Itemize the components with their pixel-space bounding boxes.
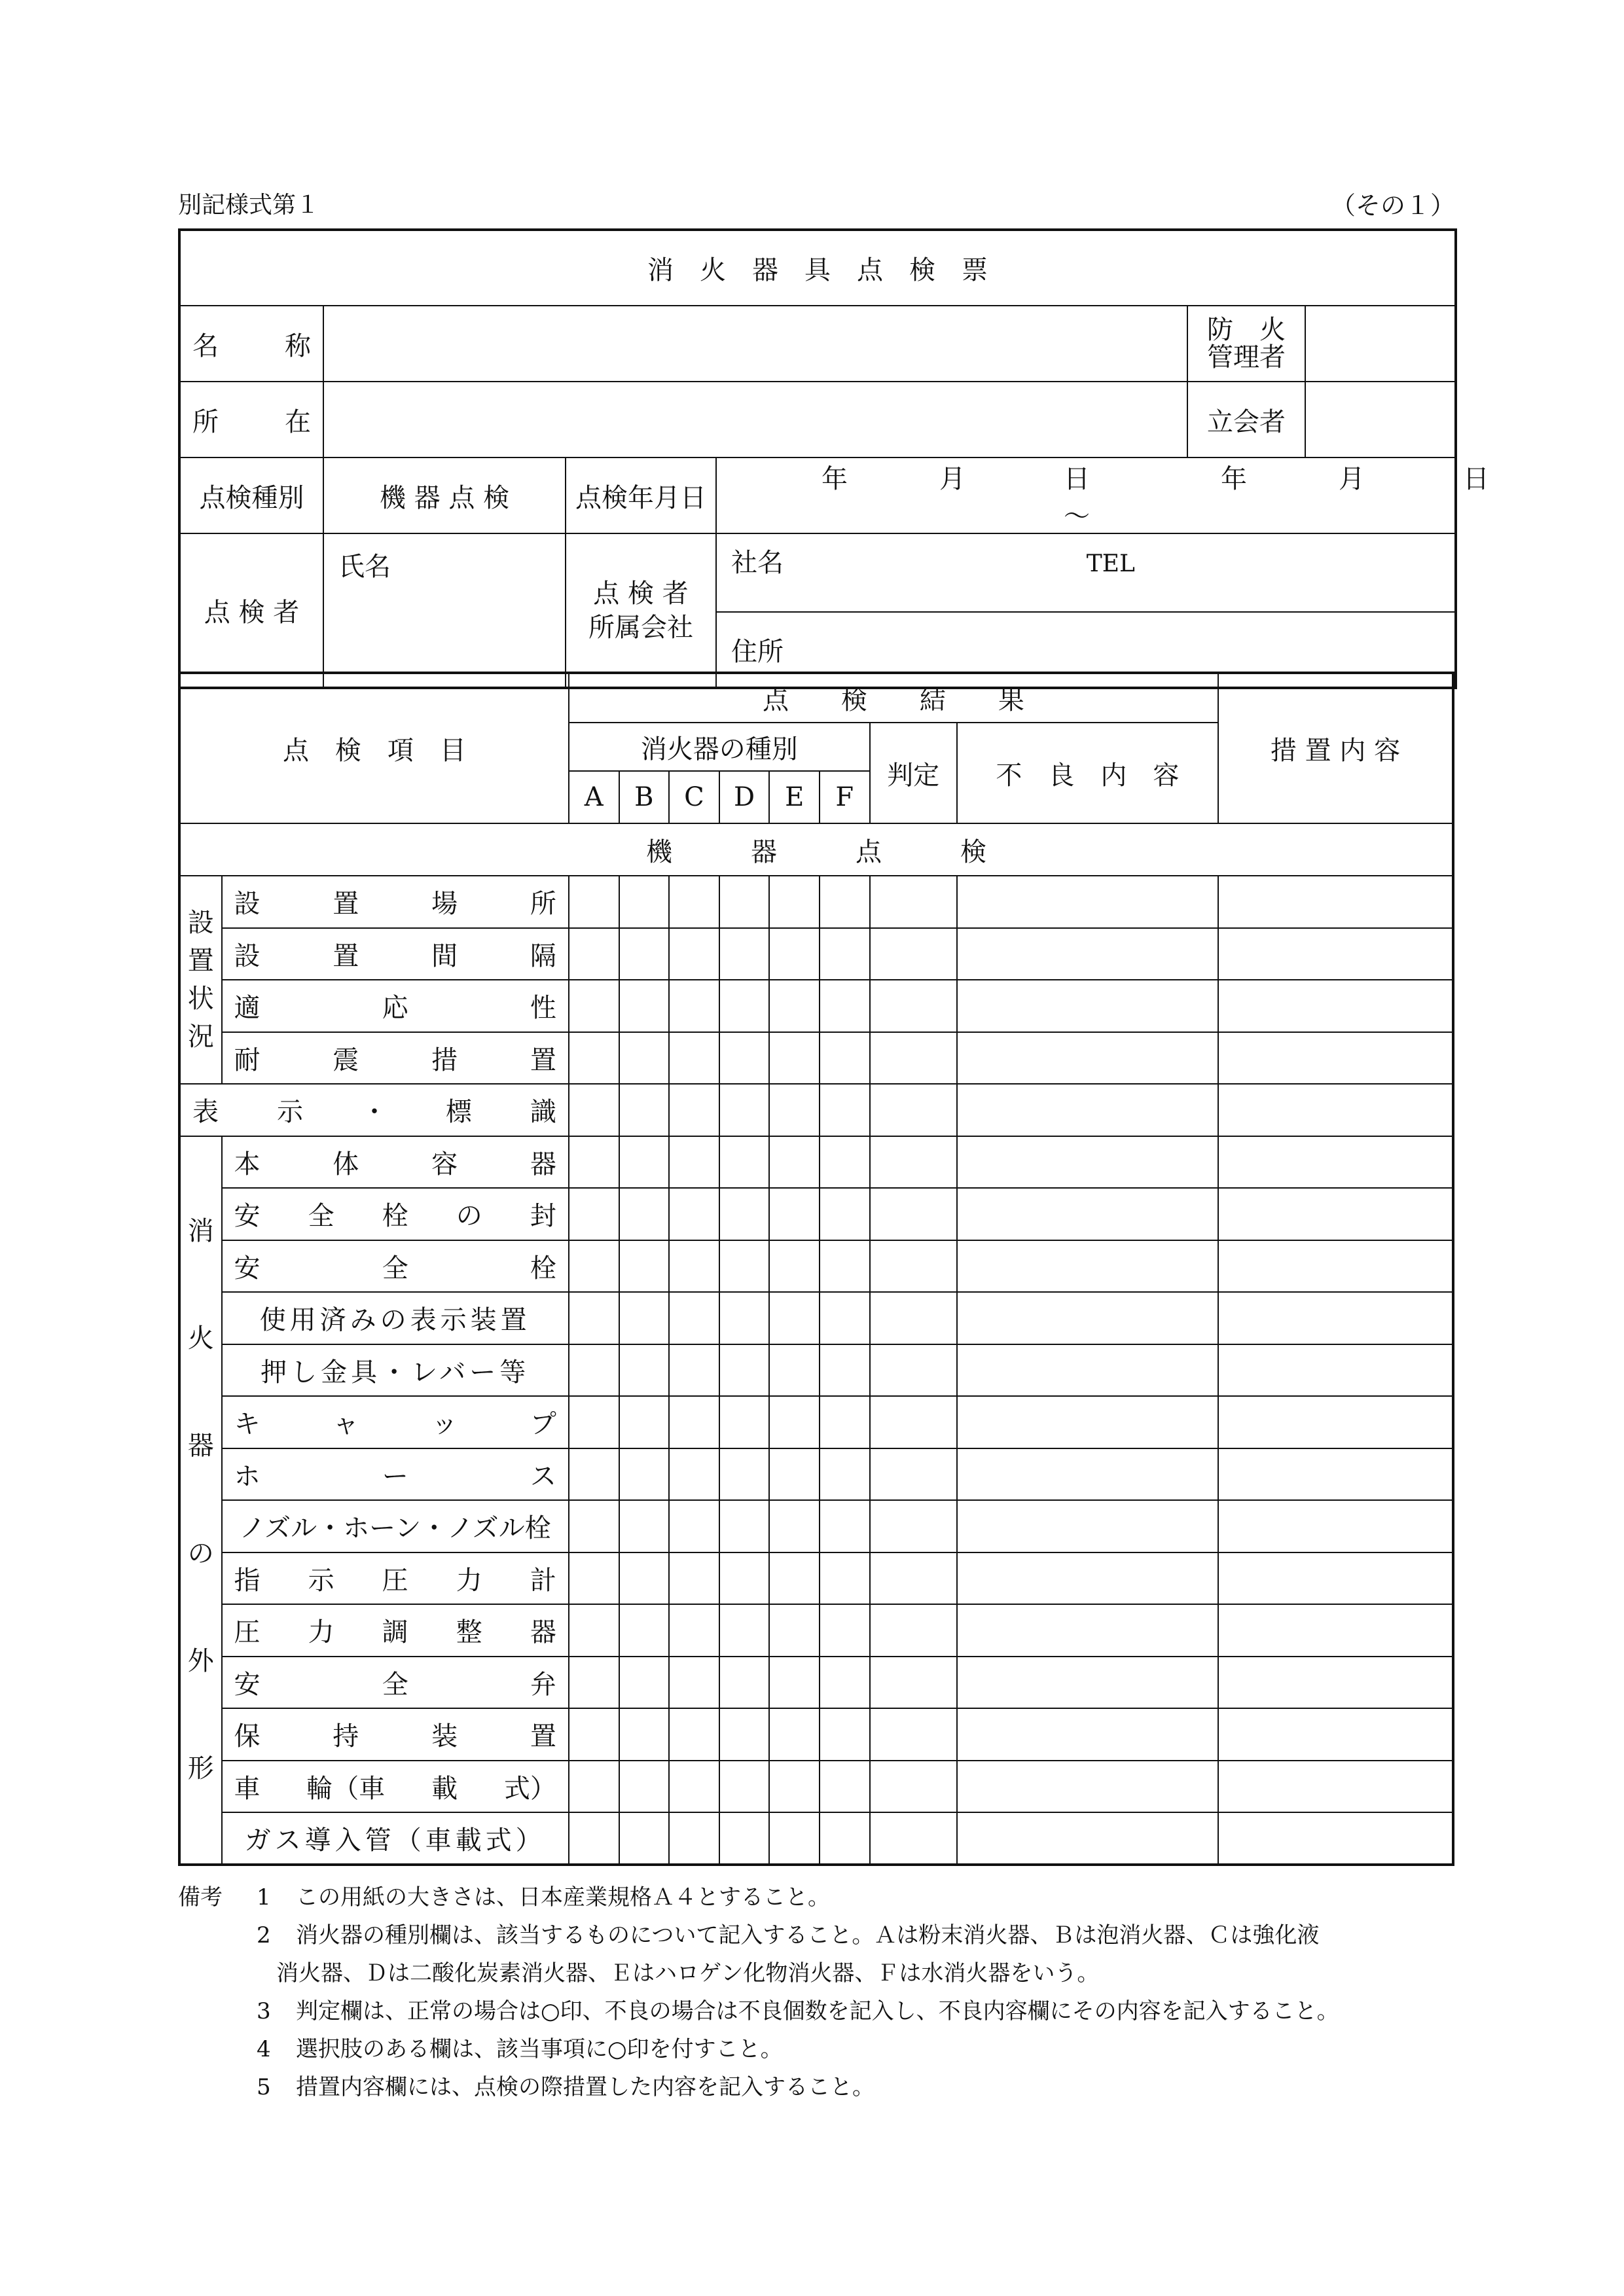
type-check-cell[interactable] <box>619 876 670 928</box>
type-check-cell[interactable] <box>820 1396 870 1448</box>
type-check-cell[interactable] <box>769 1552 820 1605</box>
date-unit-label: 年 <box>1221 464 1247 494</box>
type-check-cell[interactable] <box>619 1604 670 1657</box>
type-check-cell[interactable] <box>769 1344 820 1397</box>
judgment-cell[interactable] <box>870 1188 957 1240</box>
type-check-cell[interactable] <box>719 928 770 980</box>
address-label: 住所 <box>731 637 784 667</box>
group-label: 消 火 器 の 外 形 <box>179 1136 222 1865</box>
table-row <box>179 1552 1453 1605</box>
inspector-company-label: 点 検 者 所属会社 <box>566 533 716 688</box>
judgment-cell[interactable] <box>870 1136 957 1189</box>
table-row <box>179 1500 1453 1552</box>
judgment-cell[interactable] <box>870 1448 957 1501</box>
inspection-results-table <box>178 672 1454 1866</box>
type-check-cell[interactable] <box>719 876 770 928</box>
action-cell[interactable] <box>1218 1188 1453 1240</box>
inspection-item-label: 設 置 場 所 <box>222 876 569 928</box>
type-check-cell[interactable] <box>820 1657 870 1709</box>
type-check-cell[interactable] <box>769 1500 820 1552</box>
type-check-cell[interactable] <box>719 1136 770 1189</box>
type-check-cell[interactable] <box>820 1032 870 1085</box>
inspection-item-label: 指 示 圧 力 計 <box>222 1552 569 1605</box>
defect-cell[interactable] <box>957 980 1218 1032</box>
type-check-cell[interactable] <box>669 1552 719 1605</box>
witness-label: 立会者 <box>1187 382 1305 457</box>
type-check-cell[interactable] <box>719 1292 770 1344</box>
defect-cell[interactable] <box>957 1448 1218 1501</box>
type-check-cell[interactable] <box>820 1448 870 1501</box>
judgment-cell[interactable] <box>870 1761 957 1813</box>
action-cell[interactable] <box>1218 876 1453 928</box>
type-check-cell[interactable] <box>719 1032 770 1085</box>
remark-item: 備考 1 この用紙の大きさは、日本産業規格Ａ４とすること。 <box>178 1884 830 1910</box>
type-check-cell[interactable] <box>569 1396 619 1448</box>
action-cell[interactable] <box>1218 928 1453 980</box>
table-row <box>179 1240 1453 1293</box>
type-check-cell[interactable] <box>569 1344 619 1397</box>
defect-cell[interactable] <box>957 1604 1218 1657</box>
inspection-item-label: 使用済みの表示装置 <box>222 1292 569 1344</box>
type-check-cell[interactable] <box>820 1136 870 1189</box>
type-check-cell[interactable] <box>719 1657 770 1709</box>
type-check-cell[interactable] <box>619 1188 670 1240</box>
action-cell[interactable] <box>1218 1292 1453 1344</box>
type-check-cell[interactable] <box>669 928 719 980</box>
defect-cell[interactable] <box>957 1344 1218 1397</box>
type-check-cell[interactable] <box>820 928 870 980</box>
inspection-info-table <box>178 228 1489 689</box>
action-cell[interactable] <box>1218 1812 1453 1865</box>
judgment-cell[interactable] <box>870 980 957 1032</box>
company-name-label: 社名 <box>731 548 784 578</box>
type-check-cell[interactable] <box>719 1708 770 1761</box>
judgment-cell[interactable] <box>870 1708 957 1761</box>
type-check-cell[interactable] <box>669 1604 719 1657</box>
judgment-cell[interactable] <box>870 1604 957 1657</box>
type-check-cell[interactable] <box>569 1657 619 1709</box>
type-check-cell[interactable] <box>769 1708 820 1761</box>
type-check-cell[interactable] <box>619 928 670 980</box>
defect-header: 不 良 内 容 <box>957 723 1218 823</box>
type-check-cell[interactable] <box>669 1240 719 1293</box>
inspection-item-label: 安 全 栓 の 封 <box>222 1188 569 1240</box>
location-label-char: 所 <box>192 406 219 437</box>
extinguisher-type-d: D <box>719 771 770 823</box>
type-check-cell[interactable] <box>619 1708 670 1761</box>
defect-cell[interactable] <box>957 1136 1218 1189</box>
defect-cell[interactable] <box>957 1500 1218 1552</box>
extinguisher-type-f: F <box>820 771 870 823</box>
table-row <box>179 1136 1453 1189</box>
type-check-cell[interactable] <box>719 1448 770 1501</box>
tel-label: TEL <box>1086 550 1135 577</box>
judgment-cell[interactable] <box>870 928 957 980</box>
type-check-cell[interactable] <box>669 876 719 928</box>
inspection-item-label: 適 応 性 <box>222 980 569 1032</box>
inspection-item-label: キ ャ ッ プ <box>222 1396 569 1448</box>
remark-item: 3 判定欄は、正常の場合は○印、不良の場合は不良個数を記入し、不良内容欄にその内容を記入すること。 <box>257 1998 1339 2024</box>
judgment-cell[interactable] <box>870 876 957 928</box>
name-label-char: 称 <box>285 331 311 361</box>
location-label <box>179 382 323 457</box>
type-check-cell[interactable] <box>820 1084 870 1136</box>
form-title: 消 火 器 具 点 検 票 <box>179 230 1456 306</box>
action-cell[interactable] <box>1218 1657 1453 1709</box>
type-check-cell[interactable] <box>569 1500 619 1552</box>
defect-cell[interactable] <box>957 1084 1218 1136</box>
defect-cell[interactable] <box>957 1657 1218 1709</box>
type-check-cell[interactable] <box>820 1761 870 1813</box>
type-check-cell[interactable] <box>569 1708 619 1761</box>
company-name-field[interactable] <box>716 533 1456 612</box>
table-row <box>179 1812 1453 1865</box>
type-check-cell[interactable] <box>569 876 619 928</box>
table-row <box>179 1292 1453 1344</box>
table-row <box>179 876 1453 928</box>
type-check-cell[interactable] <box>719 1084 770 1136</box>
judgment-cell[interactable] <box>870 1344 957 1397</box>
action-cell[interactable] <box>1218 1708 1453 1761</box>
type-check-cell[interactable] <box>619 1240 670 1293</box>
type-check-cell[interactable] <box>619 1761 670 1813</box>
type-check-cell[interactable] <box>619 1136 670 1189</box>
remark-item: 5 措置内容欄には、点検の際措置した内容を記入すること。 <box>257 2074 875 2100</box>
action-header: 措 置 内 容 <box>1218 673 1453 823</box>
type-check-cell[interactable] <box>619 1396 670 1448</box>
type-check-cell[interactable] <box>569 1761 619 1813</box>
type-check-cell[interactable] <box>619 1448 670 1501</box>
judgment-cell[interactable] <box>870 1500 957 1552</box>
type-check-cell[interactable] <box>669 1761 719 1813</box>
inspection-item-label: 保 持 装 置 <box>222 1708 569 1761</box>
type-check-cell[interactable] <box>569 1188 619 1240</box>
inspection-result-header: 点 検 結 果 <box>569 673 1218 723</box>
type-check-cell[interactable] <box>769 1032 820 1085</box>
type-check-cell[interactable] <box>719 1812 770 1865</box>
judgment-cell[interactable] <box>870 1032 957 1085</box>
inspection-date-field[interactable] <box>716 457 1489 533</box>
defect-cell[interactable] <box>957 1761 1218 1813</box>
date-unit-label: 日 <box>1463 464 1489 494</box>
defect-cell[interactable] <box>957 1708 1218 1761</box>
judgment-cell[interactable] <box>870 1292 957 1344</box>
extinguisher-type-header: 消火器の種別 <box>569 723 870 771</box>
type-check-cell[interactable] <box>719 1500 770 1552</box>
type-check-cell[interactable] <box>569 1292 619 1344</box>
type-check-cell[interactable] <box>820 1292 870 1344</box>
defect-cell[interactable] <box>957 1032 1218 1085</box>
type-check-cell[interactable] <box>820 1812 870 1865</box>
type-check-cell[interactable] <box>669 1708 719 1761</box>
type-check-cell[interactable] <box>769 928 820 980</box>
defect-cell[interactable] <box>957 1188 1218 1240</box>
name-label <box>179 306 323 382</box>
table-row <box>179 1396 1453 1448</box>
inspection-item-label: 本 体 容 器 <box>222 1136 569 1189</box>
fire-manager-field[interactable] <box>1305 306 1456 382</box>
type-check-cell[interactable] <box>769 980 820 1032</box>
inspection-item-label: 車 輪（車 載 式） <box>222 1761 569 1813</box>
type-check-cell[interactable] <box>669 980 719 1032</box>
judgment-cell[interactable] <box>870 1240 957 1293</box>
judgment-cell[interactable] <box>870 1552 957 1605</box>
type-check-cell[interactable] <box>569 1552 619 1605</box>
action-cell[interactable] <box>1218 1032 1453 1085</box>
type-check-cell[interactable] <box>820 1500 870 1552</box>
defect-cell[interactable] <box>957 1396 1218 1448</box>
type-check-cell[interactable] <box>669 1188 719 1240</box>
type-check-cell[interactable] <box>719 1552 770 1605</box>
type-check-cell[interactable] <box>769 1761 820 1813</box>
type-check-cell[interactable] <box>619 1657 670 1709</box>
table-row <box>179 1188 1453 1240</box>
section-header: 機 器 点 検 <box>179 823 1453 876</box>
date-unit-label: 月 <box>1339 464 1365 494</box>
name-label-char: 名 <box>192 331 219 361</box>
type-check-cell[interactable] <box>769 1396 820 1448</box>
type-check-cell[interactable] <box>820 1552 870 1605</box>
type-check-cell[interactable] <box>719 1240 770 1293</box>
type-check-cell[interactable] <box>719 1604 770 1657</box>
type-check-cell[interactable] <box>619 1344 670 1397</box>
action-cell[interactable] <box>1218 1136 1453 1189</box>
action-cell[interactable] <box>1218 1500 1453 1552</box>
type-check-cell[interactable] <box>569 1240 619 1293</box>
table-row <box>179 1657 1453 1709</box>
action-cell[interactable] <box>1218 1344 1453 1397</box>
inspection-item-label: 表 示 ・ 標 識 <box>179 1084 569 1136</box>
inspection-item-label: 安 全 栓 <box>222 1240 569 1293</box>
inspection-item-label: ノズル・ホーン・ノズル栓 <box>222 1500 569 1552</box>
type-check-cell[interactable] <box>820 980 870 1032</box>
location-label-char: 在 <box>285 406 311 437</box>
type-check-cell[interactable] <box>769 1604 820 1657</box>
judgment-cell[interactable] <box>870 1084 957 1136</box>
location-field[interactable] <box>323 382 1187 457</box>
type-check-cell[interactable] <box>669 1812 719 1865</box>
action-cell[interactable] <box>1218 1761 1453 1813</box>
extinguisher-type-c: C <box>669 771 719 823</box>
date-unit-label: 日～ <box>1064 464 1090 531</box>
defect-cell[interactable] <box>957 1552 1218 1605</box>
type-check-cell[interactable] <box>669 1657 719 1709</box>
type-check-cell[interactable] <box>820 1344 870 1397</box>
type-check-cell[interactable] <box>719 1188 770 1240</box>
type-check-cell[interactable] <box>719 1344 770 1397</box>
form-number: 別記様式第１ <box>178 192 320 219</box>
type-check-cell[interactable] <box>569 1084 619 1136</box>
inspection-type-value: 機 器 点 検 <box>323 457 566 533</box>
type-check-cell[interactable] <box>619 1032 670 1085</box>
inspection-item-label: 押し金具・レバー等 <box>222 1344 569 1397</box>
action-cell[interactable] <box>1218 1396 1453 1448</box>
type-check-cell[interactable] <box>719 1396 770 1448</box>
table-row <box>179 1761 1453 1813</box>
table-row <box>179 1448 1453 1501</box>
inspection-item-label: 設 置 間 隔 <box>222 928 569 980</box>
inspection-date-label: 点検年月日 <box>566 457 716 533</box>
type-check-cell[interactable] <box>719 980 770 1032</box>
type-check-cell[interactable] <box>769 1188 820 1240</box>
inspector-name-label: 氏名 <box>338 552 391 582</box>
judgment-header: 判定 <box>870 723 957 823</box>
page-indicator: （その１） <box>1330 191 1455 220</box>
type-check-cell[interactable] <box>619 1552 670 1605</box>
inspection-item-header: 点 検 項 目 <box>179 673 569 823</box>
remark-item: 2 消火器の種別欄は、該当するものについて記入すること。Ａは粉末消火器、Ｂは泡消火器、Ｃは強化液 <box>257 1922 1320 1948</box>
table-row <box>179 1604 1453 1657</box>
type-check-cell[interactable] <box>669 1032 719 1085</box>
date-unit-label: 年 <box>821 464 848 494</box>
action-cell[interactable] <box>1218 1240 1453 1293</box>
type-check-cell[interactable] <box>769 1448 820 1501</box>
extinguisher-type-b: B <box>619 771 670 823</box>
extinguisher-type-a: A <box>569 771 619 823</box>
inspection-item-label: ホ ー ス <box>222 1448 569 1501</box>
date-unit-label: 月 <box>939 464 965 494</box>
remark-item: 4 選択肢のある欄は、該当事項に○印を付すこと。 <box>257 2036 783 2062</box>
type-check-cell[interactable] <box>769 1136 820 1189</box>
action-cell[interactable] <box>1218 1552 1453 1605</box>
type-check-cell[interactable] <box>669 1448 719 1501</box>
type-check-cell[interactable] <box>669 1084 719 1136</box>
type-check-cell[interactable] <box>769 1812 820 1865</box>
inspection-item-label: ガス導入管（車載式） <box>222 1812 569 1865</box>
type-check-cell[interactable] <box>820 1240 870 1293</box>
defect-cell[interactable] <box>957 876 1218 928</box>
defect-cell[interactable] <box>957 1240 1218 1293</box>
table-row <box>179 1708 1453 1761</box>
action-cell[interactable] <box>1218 1448 1453 1501</box>
table-row <box>179 980 1453 1032</box>
type-check-cell[interactable] <box>569 1136 619 1189</box>
type-check-cell[interactable] <box>619 1292 670 1344</box>
type-check-cell[interactable] <box>669 1396 719 1448</box>
type-check-cell[interactable] <box>769 1292 820 1344</box>
type-check-cell[interactable] <box>669 1292 719 1344</box>
inspector-label: 点 検 者 <box>179 533 323 688</box>
name-field[interactable] <box>323 306 1187 382</box>
judgment-cell[interactable] <box>870 1396 957 1448</box>
witness-field[interactable] <box>1305 382 1456 457</box>
inspector-name-field[interactable] <box>323 533 566 688</box>
judgment-cell[interactable] <box>870 1657 957 1709</box>
type-check-cell[interactable] <box>569 1448 619 1501</box>
action-cell[interactable] <box>1218 1084 1453 1136</box>
type-check-cell[interactable] <box>719 1761 770 1813</box>
inspection-type-label: 点検種別 <box>179 457 323 533</box>
type-check-cell[interactable] <box>769 1657 820 1709</box>
group-label: 設 置 状 況 <box>179 876 222 1084</box>
type-check-cell[interactable] <box>820 1604 870 1657</box>
type-check-cell[interactable] <box>769 876 820 928</box>
inspection-item-label: 安 全 弁 <box>222 1657 569 1709</box>
type-check-cell[interactable] <box>820 876 870 928</box>
table-row <box>179 1344 1453 1397</box>
type-check-cell[interactable] <box>669 1136 719 1189</box>
type-check-cell[interactable] <box>669 1344 719 1397</box>
type-check-cell[interactable] <box>569 1032 619 1085</box>
type-check-cell[interactable] <box>820 1708 870 1761</box>
type-check-cell[interactable] <box>669 1500 719 1552</box>
inspection-item-label: 圧 力 調 整 器 <box>222 1604 569 1657</box>
type-check-cell[interactable] <box>569 1812 619 1865</box>
type-check-cell[interactable] <box>569 980 619 1032</box>
extinguisher-type-e: E <box>769 771 820 823</box>
inspection-item-label: 耐 震 措 置 <box>222 1032 569 1085</box>
type-check-cell[interactable] <box>619 1500 670 1552</box>
remark-continuation: 消火器、Ｄは二酸化炭素消火器、Ｅはハロゲン化物消火器、Ｆは水消火器をいう。 <box>276 1960 1100 1986</box>
defect-cell[interactable] <box>957 1812 1218 1865</box>
table-row <box>179 928 1453 980</box>
remarks <box>178 1878 1461 2106</box>
table-row <box>179 1032 1453 1085</box>
judgment-cell[interactable] <box>870 1812 957 1865</box>
action-cell[interactable] <box>1218 980 1453 1032</box>
type-check-cell[interactable] <box>619 980 670 1032</box>
type-check-cell[interactable] <box>569 928 619 980</box>
type-check-cell[interactable] <box>769 1240 820 1293</box>
fire-manager-label: 防 火 管理者 <box>1187 306 1305 382</box>
table-row <box>179 1084 1453 1136</box>
type-check-cell[interactable] <box>769 1084 820 1136</box>
action-cell[interactable] <box>1218 1604 1453 1657</box>
defect-cell[interactable] <box>957 928 1218 980</box>
type-check-cell[interactable] <box>619 1812 670 1865</box>
defect-cell[interactable] <box>957 1292 1218 1344</box>
type-check-cell[interactable] <box>619 1084 670 1136</box>
type-check-cell[interactable] <box>569 1604 619 1657</box>
type-check-cell[interactable] <box>820 1188 870 1240</box>
